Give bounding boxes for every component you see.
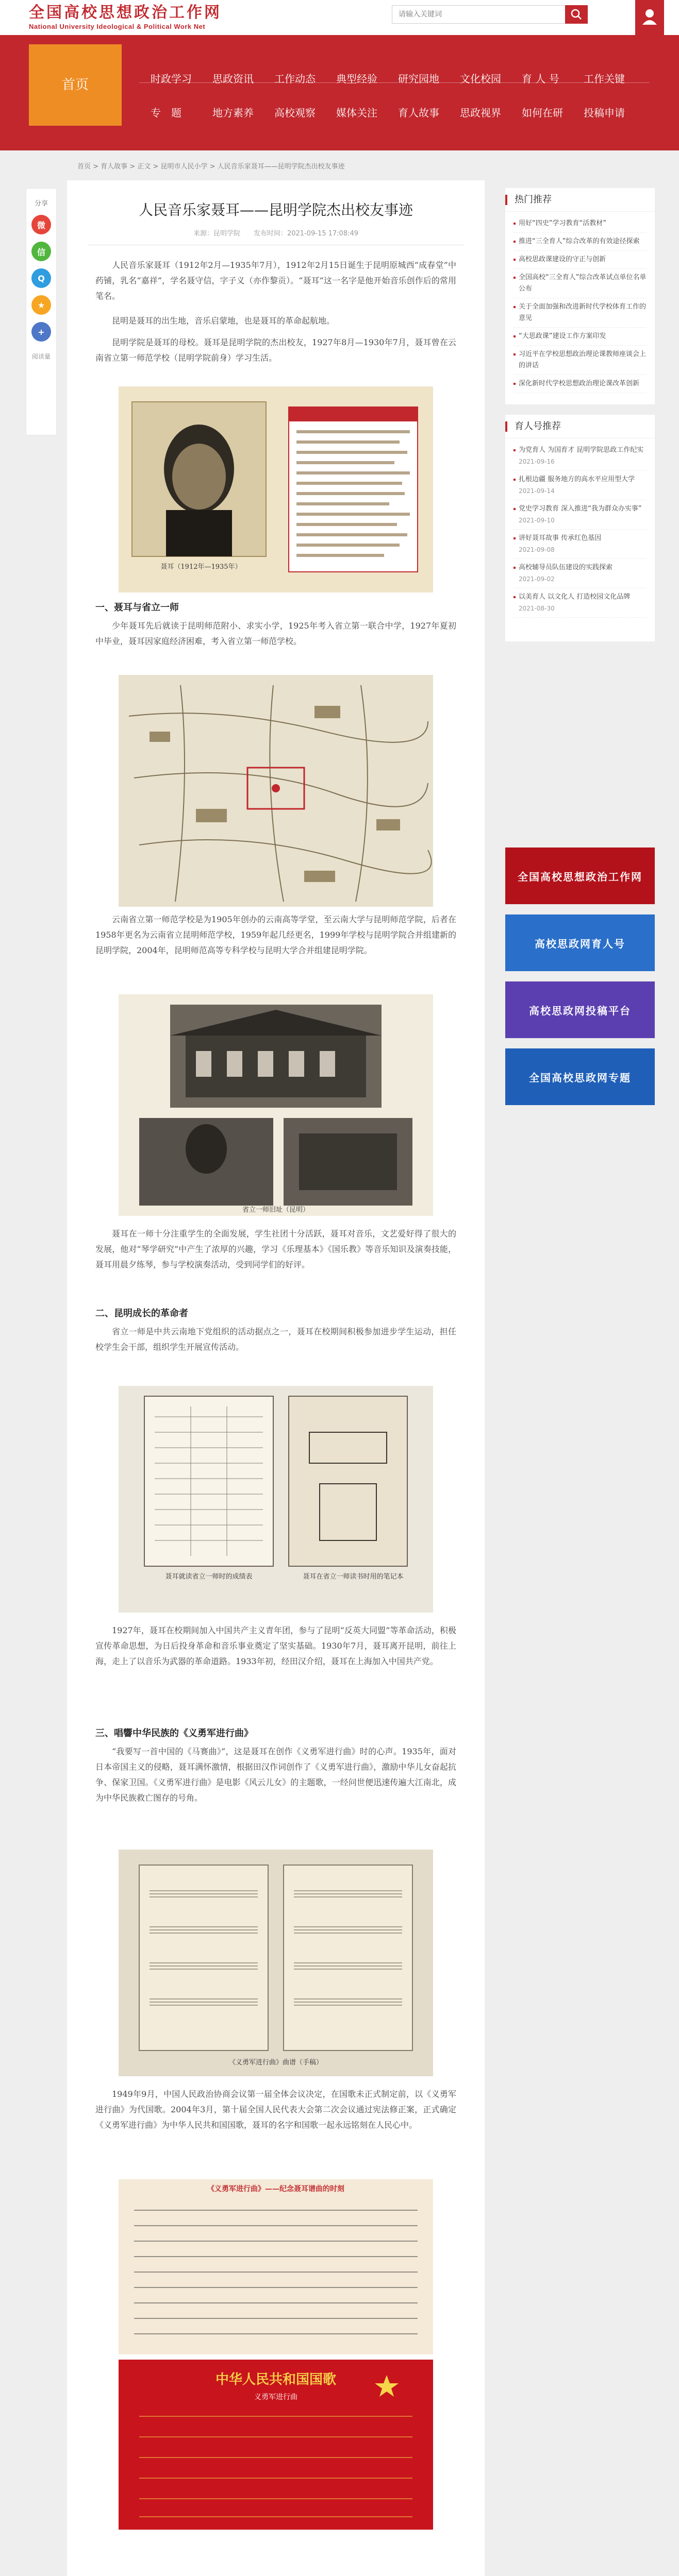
share-qzone-button[interactable] — [31, 295, 51, 315]
figure-score — [119, 1850, 433, 2076]
list-item-title: 讲好聂耳故事 传承红色基因 — [519, 534, 602, 542]
top-bar — [0, 0, 679, 35]
promo-banner[interactable]: 全国高校思政网专题 — [505, 1048, 655, 1105]
list-item[interactable] — [514, 530, 647, 559]
promo-banner[interactable]: 高校思政网育人号 — [505, 914, 655, 971]
promo-banner[interactable]: 全国高校思想政治工作网 — [505, 848, 655, 904]
list-item[interactable]: 习近平在学校思想政治理论课教师座谈会上的讲话 — [514, 346, 647, 375]
education-account-title: 育人号推荐 — [505, 415, 655, 438]
paragraph: 省立一师是中共云南地下党组织的活动据点之一，聂耳在校期间积极参加进步学生运动，担任校学生会干部，组织学生开展宣传活动。 — [95, 1327, 456, 1352]
list-item-date: 2021-08-30 — [519, 605, 555, 612]
paragraph: 1927年，聂耳在校期间加入中国共产主义青年团，参与了昆明“反英大同盟”等革命活动，积极宣传革命思想，为日后投身革命和音乐事业奠定了坚实基础。1930年7月，聂耳离开昆明，前往上海，走上了以音乐为武器的革命道路。1933年初，经田汉介绍，聂耳在上海加入中国共产党。 — [95, 1625, 456, 1666]
list-item[interactable] — [514, 559, 647, 588]
share-more-button[interactable] — [31, 322, 51, 342]
list-item-date: 2021-09-02 — [519, 575, 555, 583]
score-illustration — [119, 1850, 433, 2076]
portrait-illustration — [119, 386, 433, 592]
historic-photos — [119, 994, 433, 1216]
paragraph: 少年聂耳先后就读于昆明师范附小、求实小学，1925年考入省立第一联合中学，1927年夏初中毕业，聂耳因家庭经济困难，考入省立第一师范学校。 — [95, 621, 456, 646]
figure-anthem-poster — [119, 2179, 433, 2354]
nav-item[interactable]: 文化校园 — [460, 73, 501, 85]
figure-documents — [119, 1386, 433, 1613]
list-item[interactable]: 高校思政课建设的守正与创新 — [514, 251, 647, 269]
education-account-panel — [505, 415, 655, 641]
nav-item[interactable]: 思政资讯 — [212, 73, 254, 85]
map-illustration — [119, 675, 433, 907]
breadcrumb[interactable]: 首页 > 育人故事 > 正文 > 昆明市人民小学 > 人民音乐家聂耳——昆明学院杰出校友事迹 — [77, 163, 345, 171]
list-item-title: 高校辅导员队伍建设的实践探索 — [519, 564, 613, 571]
figure-historic-photos — [119, 994, 433, 1216]
share-qq-button[interactable] — [31, 268, 51, 288]
site-logo[interactable] — [29, 3, 222, 31]
search-button[interactable] — [565, 5, 588, 24]
search-icon — [565, 5, 588, 24]
weibo-icon: 微 — [37, 220, 45, 230]
figure-old-map — [119, 675, 433, 907]
search-box — [392, 5, 588, 24]
nav-item[interactable]: 育 人 号 — [522, 73, 559, 85]
paragraph: 昆明是聂耳的出生地，音乐启蒙地，也是聂耳的革命起航地。 — [112, 316, 335, 326]
nav-item[interactable]: 工作关键 — [584, 73, 625, 85]
nav-item[interactable]: 地方素养 — [212, 107, 254, 119]
figure-caption: 聂耳就读省立一师时的成绩表 — [165, 1573, 253, 1581]
list-item-title: 以美育人 以文化人 打造校园文化品牌 — [519, 593, 631, 601]
hot-recommend-title: 热门推荐 — [505, 188, 655, 212]
list-item-title: 党史学习教育 深入推进“我为群众办实事” — [519, 505, 642, 513]
list-item-title: 为党育人 为国育才 昆明学院思政工作纪实 — [519, 446, 644, 454]
logo-english: National University Ideological & Political Work Net — [29, 23, 206, 30]
user-icon — [635, 0, 664, 35]
figure-caption: 聂耳（1912年—1935年） — [160, 563, 242, 571]
nav-item[interactable]: 媒体关注 — [336, 107, 377, 119]
list-item-date: 2021-09-08 — [519, 546, 555, 553]
star-icon: ★ — [37, 300, 45, 310]
nav-item[interactable]: 投稿申请 — [584, 107, 625, 119]
poster-illustration — [119, 2179, 433, 2354]
list-item[interactable]: “大思政课”建设工作方案印发 — [514, 328, 647, 346]
list-item-title: 扎根边疆 服务地方的高水平应用型大学 — [519, 476, 635, 483]
section-heading: 一、聂耳与省立一师 — [95, 602, 179, 613]
paragraph: “我要写一首中国的《马赛曲》”，这是聂耳在创作《义勇军进行曲》时的心声。1935年，面对日本帝国主义的侵略，聂耳满怀激情，根据田汉作词创作了《义勇军进行曲》，激励中华儿女奋起抗争、保家卫国。《义勇军进行曲》是电影《风云儿女》的主题歌，一经问世便迅速传遍大江南北，成为中华民族救亡图存的号角。 — [95, 1747, 456, 1803]
nav-item[interactable]: 典型经验 — [336, 73, 377, 85]
poster-title: 《义勇军进行曲》——纪念聂耳谱曲的时刻 — [207, 2185, 344, 2193]
nav-home-tab[interactable]: 首页 — [29, 44, 122, 126]
list-item-date: 2021-09-14 — [519, 487, 555, 495]
nav-item[interactable]: 高校观察 — [274, 107, 316, 119]
nav-item[interactable]: 专 题 — [151, 107, 181, 119]
plus-icon: + — [38, 327, 45, 337]
search-input[interactable] — [392, 6, 557, 23]
figure-caption: 聂耳在省立一师读书时用的笔记本 — [303, 1573, 404, 1581]
article-title: 人民音乐家聂耳——昆明学院杰出校友事迹 — [138, 201, 413, 218]
paragraph: 1949年9月，中国人民政治协商会议第一届全体会议决定，在国歌未正式制定前，以《义勇军进行曲》为代国歌。2004年3月，第十届全国人民代表大会第二次会议通过宪法修正案，正式确定《义勇军进行曲》为中华人民共和国国歌，聂耳的名字和国歌一起永远铭刻在人民心中。 — [95, 2089, 456, 2130]
education-account-list — [505, 438, 655, 623]
list-item[interactable]: 全国高校“三全育人”综合改革试点单位名单公布 — [514, 269, 647, 298]
list-item-date: 2021-09-10 — [519, 517, 555, 524]
figure-caption: 省立一师旧址（昆明） — [242, 1206, 309, 1214]
nav-item[interactable]: 工作动态 — [274, 73, 316, 85]
nav-item[interactable]: 思政视界 — [460, 107, 501, 119]
list-item-date: 2021-09-16 — [519, 458, 555, 465]
anthem-title: 中华人民共和国国歌 — [215, 2372, 336, 2387]
nav-item[interactable]: 如何在研 — [522, 107, 563, 119]
figure-national-anthem — [119, 2360, 433, 2530]
figure-caption: 《义勇军进行曲》曲谱（手稿） — [228, 2059, 323, 2066]
share-wechat-button[interactable] — [31, 242, 51, 261]
nav-item[interactable]: 研究园地 — [398, 73, 439, 85]
list-item[interactable] — [514, 471, 647, 500]
list-item[interactable]: 用好“四史”学习教育“活教材” — [514, 215, 647, 233]
share-footer-label: 阅读量 — [31, 353, 51, 360]
paragraph: 云南省立第一师范学校是为1905年创办的云南高等学堂，至云南大学与昆明师范学院，后者在1958年更名为云南省立昆明师范学校，1959年起几经更名，1999年学校与昆明学院合并组建新的昆明学院，2004年，昆明师范高等专科学校与昆明大学合并组建昆明学院。 — [95, 914, 456, 955]
user-login-button[interactable] — [635, 0, 664, 35]
anthem-subtitle: 义勇军进行曲 — [254, 2393, 297, 2401]
list-item[interactable]: 推进“三全育人”综合改革的有效途径探索 — [514, 233, 647, 251]
paragraph: 人民音乐家聂耳（1912年2月—1935年7月），1912年2月15日诞生于昆明原城西“成春堂”中药铺，乳名“嘉祥”，学名聂守信，字子义（亦作黎贡）。“聂耳”这一名字是他开始音乐创作后的常用笔名。 — [95, 260, 456, 301]
list-item[interactable] — [514, 588, 647, 618]
section-heading: 二、昆明成长的革命者 — [95, 1308, 188, 1319]
promo-banner[interactable]: 高校思政网投稿平台 — [505, 981, 655, 1038]
article-panel — [67, 180, 485, 2576]
hot-recommend-list — [505, 212, 655, 398]
paragraph: 昆明学院是聂耳的母校。聂耳是昆明学院的杰出校友，1927年8月—1930年7月，聂耳曾在云南省立第一师范学校（昆明学院前身）学习生活。 — [95, 337, 456, 363]
nav-item[interactable]: 时政学习 — [151, 73, 192, 85]
list-item[interactable]: 关于全面加强和改进新时代学校体育工作的意见 — [514, 298, 647, 328]
list-item[interactable] — [514, 500, 647, 530]
share-weibo-button[interactable] — [31, 215, 51, 234]
figure-portrait-timeline — [119, 386, 433, 592]
paragraph: 聂耳在一师十分注重学生的全面发展，学生社团十分活跃，聂耳对音乐，文艺爱好得了很大的发展，他对“琴学研究”中产生了浓厚的兴趣，学习《乐理基本》《国乐教》等音乐知识及演奏技能，聂耳用晨夕练琴，参与学校演奏活动，受到同学们的好评。 — [95, 1229, 456, 1269]
qq-icon: Q — [38, 273, 45, 283]
section-heading: 三、唱響中华民族的《义勇军进行曲》 — [95, 1728, 253, 1739]
logo-chinese: 全国高校思想政治工作网 — [29, 4, 222, 22]
hot-recommend-panel — [505, 188, 655, 404]
article-meta: 来源：昆明学院 发布时间：2021-09-15 17:08:49 — [193, 230, 359, 238]
nav-item[interactable]: 育人故事 — [398, 107, 439, 119]
wechat-icon: 信 — [37, 247, 45, 257]
list-item[interactable]: 深化新时代学校思想政治理论课改革创新 — [514, 375, 647, 393]
share-title: 分享 — [34, 200, 48, 208]
share-panel — [26, 188, 57, 435]
list-item[interactable] — [514, 442, 647, 471]
